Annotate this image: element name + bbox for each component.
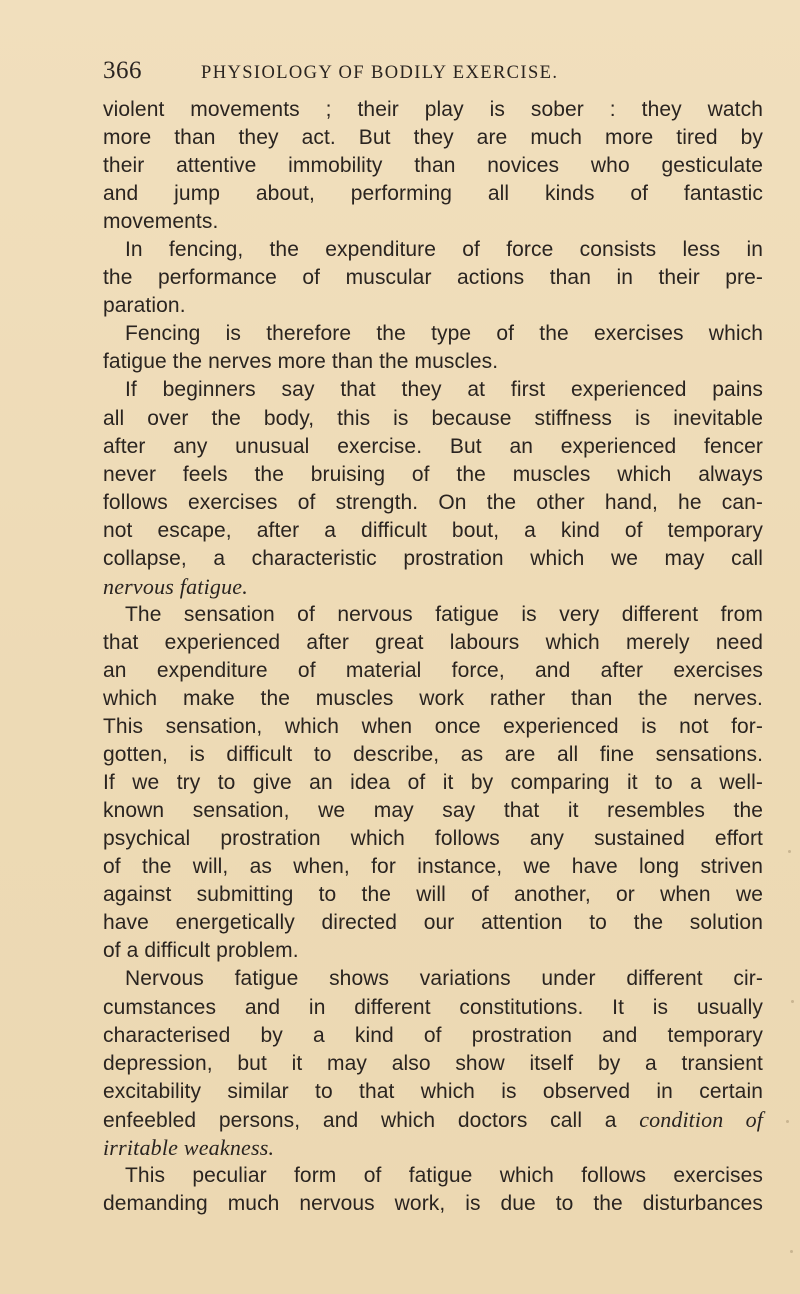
text-line: psychical prostration which follows any sustained effort (103, 827, 763, 851)
running-head: PHYSIOLOGY OF BODILY EXERCISE. (201, 63, 559, 83)
text-line: of the will, as when, for instance, we have long striven (103, 855, 763, 879)
body-text (103, 96, 763, 1218)
text-line: the performance of muscular actions than in their pre- (103, 266, 763, 290)
text-line: collapse, a characteristic prostration which we may call (103, 546, 763, 570)
text-line: against submitting to the will of another, or when we (103, 883, 763, 907)
text-line: Nervous fatigue shows variations under different cir- (125, 967, 763, 991)
text-line: If beginners say that they at first experienced pains (125, 378, 763, 402)
paper-speck (790, 1250, 793, 1253)
text-line: This sensation, which when once experienced is not for- (103, 715, 763, 739)
text-line: known sensation, we may say that it resembles the (103, 799, 763, 823)
text-line: excitability similar to that which is observed in certain (103, 1079, 763, 1103)
text-line: irritable weakness. (103, 1134, 275, 1160)
text-line: follows exercises of strength. On the other hand, he can- (103, 490, 763, 514)
page-number: 366 (103, 57, 142, 84)
text-line: their attentive immobility than novices who gesticulate (103, 154, 763, 178)
text-line: more than they act. But they are much more tired by (103, 126, 763, 150)
text-line-emphasis: condition of (639, 1106, 763, 1132)
paper-edge-specks (782, 820, 796, 1280)
text-line: depression, but it may also show itself by a transient (103, 1051, 763, 1075)
text-line: cumstances and in different constitutions. It is usually (103, 995, 763, 1019)
text-line: demanding much nervous work, is due to the disturbances (103, 1191, 763, 1215)
text-line: The sensation of nervous fatigue is very different from (125, 602, 763, 626)
text-line: not escape, after a difficult bout, a kind of temporary (103, 518, 763, 542)
text-line: paration. (103, 294, 186, 318)
text-line-body: enfeebled persons, and which doctors call a (103, 1108, 617, 1132)
text-line: have energetically directed our attention to the solution (103, 911, 763, 935)
text-line: characterised by a kind of prostration and temporary (103, 1023, 763, 1047)
text-line: never feels the bruising of the muscles which always (103, 462, 763, 486)
text-line: movements. (103, 210, 219, 234)
paper-speck (788, 850, 791, 853)
text-line: This peculiar form of fatigue which follows exercises (125, 1163, 763, 1187)
paper-speck (791, 1000, 794, 1003)
text-line: after any unusual exercise. But an experienced fencer (103, 434, 763, 458)
text-line: an expenditure of material force, and after exercises (103, 658, 763, 682)
text-line: all over the body, this is because stiffness is inevitable (103, 406, 763, 430)
text-line: and jump about, performing all kinds of fantastic (103, 182, 763, 206)
text-line: which make the muscles work rather than the nerves. (103, 686, 763, 710)
text-line: fatigue the nerves more than the muscles. (103, 350, 499, 374)
text-line: In fencing, the expenditure of force consists less in (125, 238, 763, 262)
text-line: that experienced after great labours which merely need (103, 630, 763, 654)
paper-speck (786, 1120, 789, 1123)
page-header (103, 57, 763, 87)
text-line: Fencing is therefore the type of the exercises which (125, 322, 763, 346)
text-line (103, 1106, 763, 1134)
text-line: If we try to give an idea of it by comparing it to a well- (103, 771, 763, 795)
text-line: nervous fatigue. (103, 573, 248, 599)
text-line: of a difficult problem. (103, 939, 299, 963)
text-line: violent movements ; their play is sober : they watch (103, 98, 763, 121)
text-line: gotten, is difficult to describe, as are all fine sensations. (103, 743, 763, 767)
